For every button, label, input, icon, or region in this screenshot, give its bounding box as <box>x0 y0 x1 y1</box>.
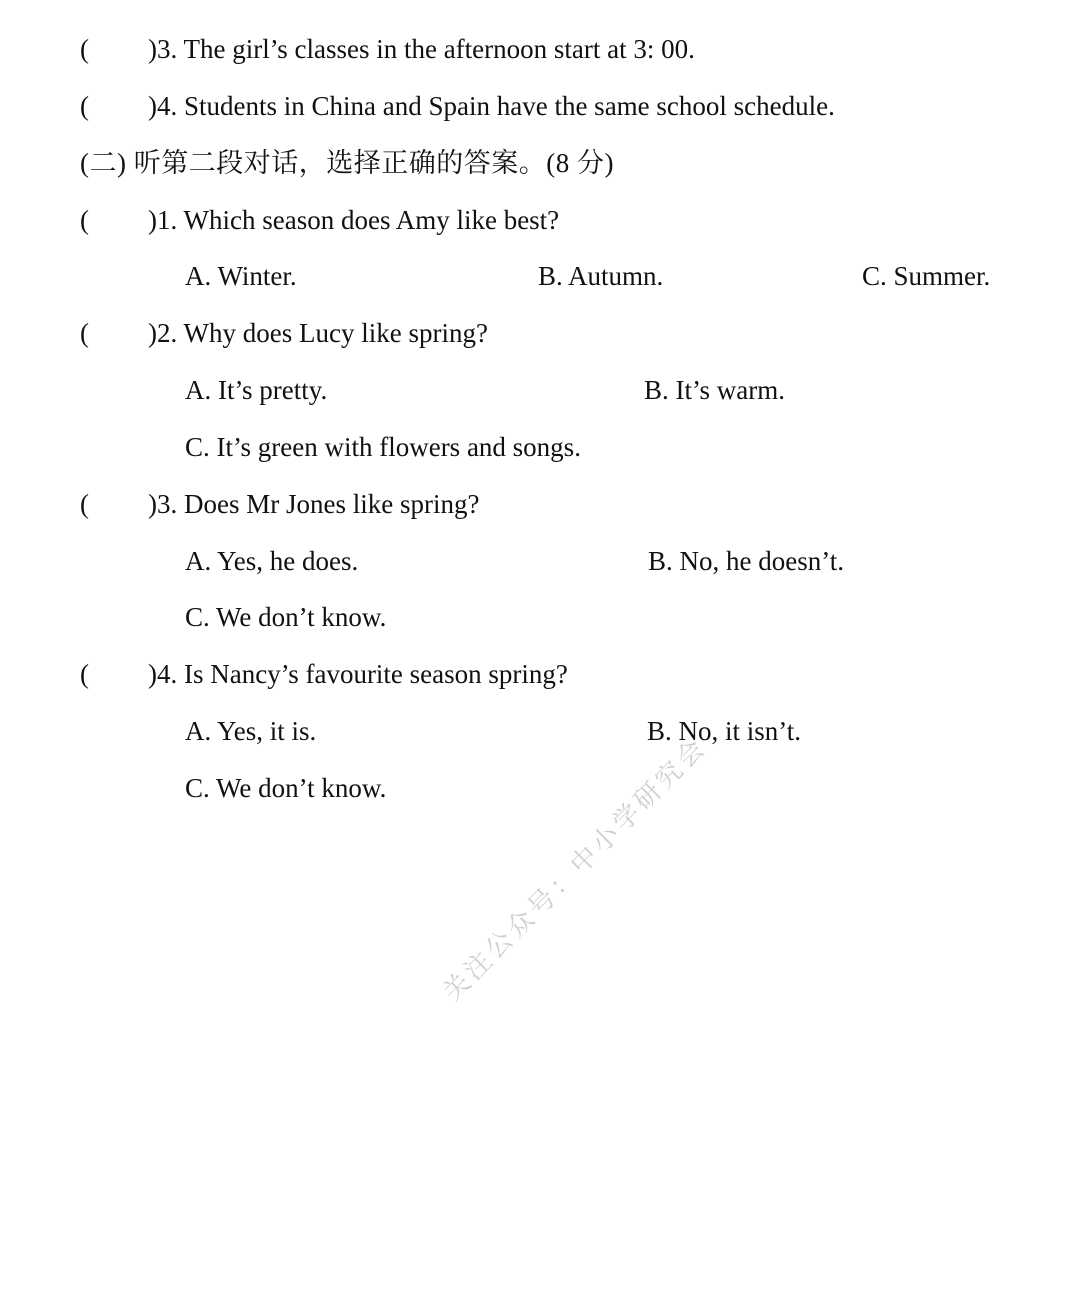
answer-paren-open: ( <box>80 318 89 348</box>
answer-paren-open: ( <box>80 205 89 235</box>
option-a: A. Winter. <box>185 261 297 291</box>
option-b: B. It’s warm. <box>644 375 785 405</box>
question-text: )1. Which season does Amy like best? <box>148 205 560 235</box>
option-c: C. We don’t know. <box>185 602 387 632</box>
option-a: A. Yes, he does. <box>185 546 359 576</box>
answer-paren-open: ( <box>80 489 89 519</box>
answer-paren-open: ( <box>80 659 89 689</box>
question-text: )3. The girl’s classes in the afternoon start at 3: 00. <box>148 34 695 64</box>
option-c: C. It’s green with flowers and songs. <box>185 432 581 462</box>
question-text: )4. Students in China and Spain have the same school schedule. <box>148 91 835 121</box>
option-c: C. Summer. <box>862 261 991 291</box>
option-a: A. Yes, it is. <box>185 716 317 746</box>
answer-paren-open: ( <box>80 34 89 64</box>
answer-paren-open: ( <box>80 91 89 121</box>
option-b: B. No, it isn’t. <box>647 716 802 746</box>
question-text: )4. Is Nancy’s favourite season spring? <box>148 659 568 689</box>
option-b: B. Autumn. <box>538 261 664 291</box>
watermark-text: 关注公众号：中小学研究会 <box>437 731 714 1008</box>
option-c: C. We don’t know. <box>185 773 387 803</box>
question-text: )2. Why does Lucy like spring? <box>148 318 488 348</box>
question-text: )3. Does Mr Jones like spring? <box>148 489 480 519</box>
option-b: B. No, he doesn’t. <box>648 546 844 576</box>
option-a: A. It’s pretty. <box>185 375 328 405</box>
section-heading: (二) 听第二段对话，选择正确的答案。(8 分) <box>80 148 614 178</box>
